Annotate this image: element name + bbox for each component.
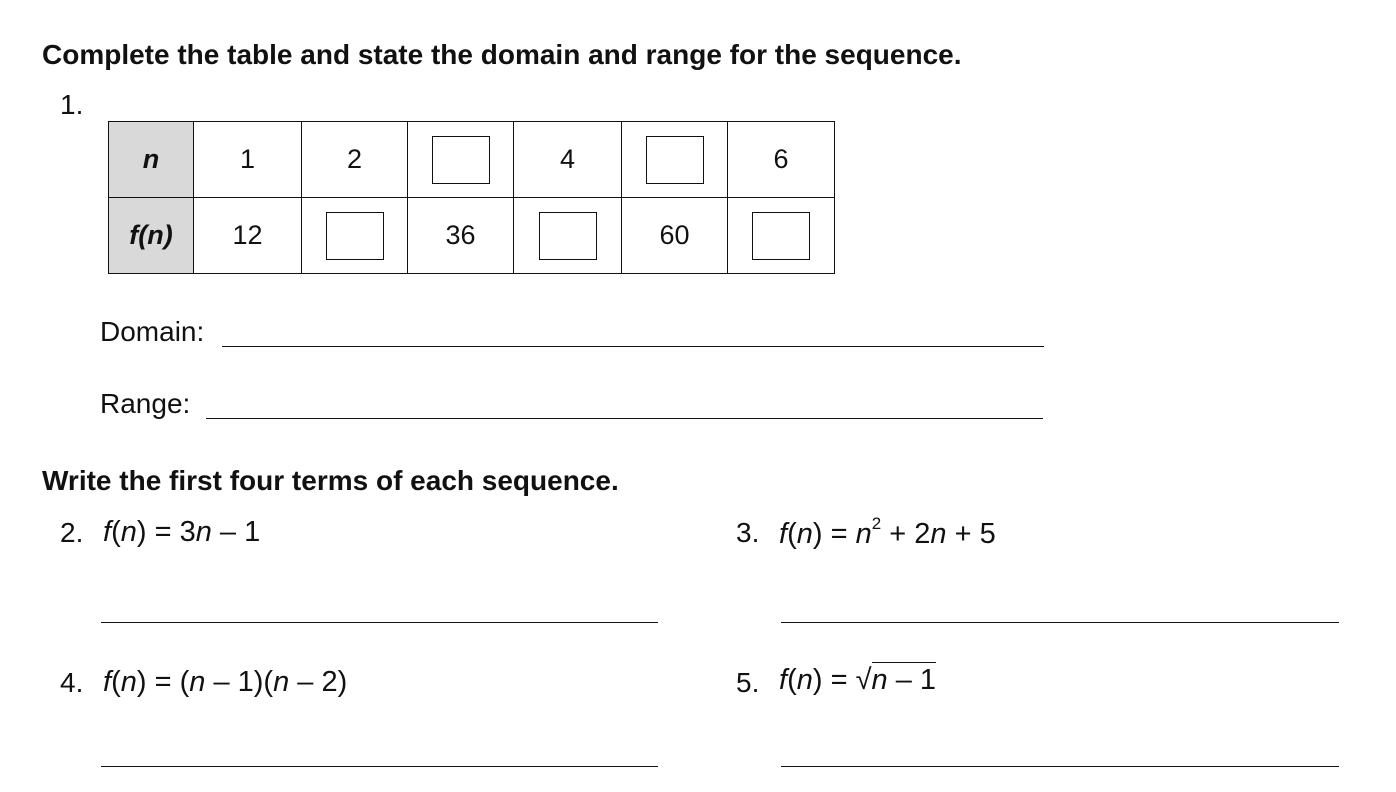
problem-number-1: 1.	[60, 89, 84, 120]
table-cell: 12	[194, 198, 302, 274]
answer-box[interactable]	[646, 136, 704, 184]
table-cell: 36	[408, 198, 514, 274]
problem-4-answer-line[interactable]	[101, 766, 658, 767]
answer-box[interactable]	[752, 212, 810, 260]
range-answer-line[interactable]	[206, 418, 1043, 419]
table-cell: 2	[302, 122, 408, 198]
section-heading-table: Complete the table and state the domain and range for the sequence.	[42, 39, 962, 70]
problem-number-5: 5.	[736, 667, 760, 698]
domain-answer-line[interactable]	[222, 346, 1044, 347]
table-row-n	[109, 122, 835, 198]
answer-box[interactable]	[539, 212, 597, 260]
table-cell: 1	[194, 122, 302, 198]
table-cell-blank	[408, 122, 514, 198]
problem-2-expression: f(n) = 3n – 1	[103, 516, 261, 548]
problem-number-4: 4.	[60, 667, 84, 698]
table-cell-blank	[728, 198, 835, 274]
problem-3-expression: $f(n) = n^2 + 2n + 5$	[779, 514, 996, 550]
sequence-table	[108, 121, 835, 274]
row-header-fn: f(n)	[109, 198, 194, 274]
table-cell: 60	[622, 198, 728, 274]
problem-3-answer-line[interactable]	[781, 622, 1339, 623]
table-row-fn	[109, 198, 835, 274]
range-label: Range:	[100, 388, 191, 419]
problem-5-answer-line[interactable]	[781, 766, 1339, 767]
table-cell: 6	[728, 122, 835, 198]
square-root-icon: √	[855, 664, 872, 696]
row-header-n: n	[109, 122, 194, 198]
answer-box[interactable]	[432, 136, 490, 184]
problem-5-expression: f(n) = √n – 1	[779, 664, 937, 696]
problem-number-2: 2.	[60, 517, 84, 548]
problem-2-answer-line[interactable]	[101, 622, 658, 623]
answer-box[interactable]	[326, 212, 384, 260]
table-cell-blank	[622, 122, 728, 198]
problem-number-3: 3.	[736, 517, 760, 548]
problem-4-expression: f(n) = (n – 1)(n – 2)	[103, 666, 348, 698]
section-heading-terms: Write the first four terms of each sequence.	[42, 465, 619, 496]
table-cell: 4	[514, 122, 622, 198]
domain-label: Domain:	[100, 316, 205, 347]
table-cell-blank	[302, 198, 408, 274]
table-cell-blank	[514, 198, 622, 274]
